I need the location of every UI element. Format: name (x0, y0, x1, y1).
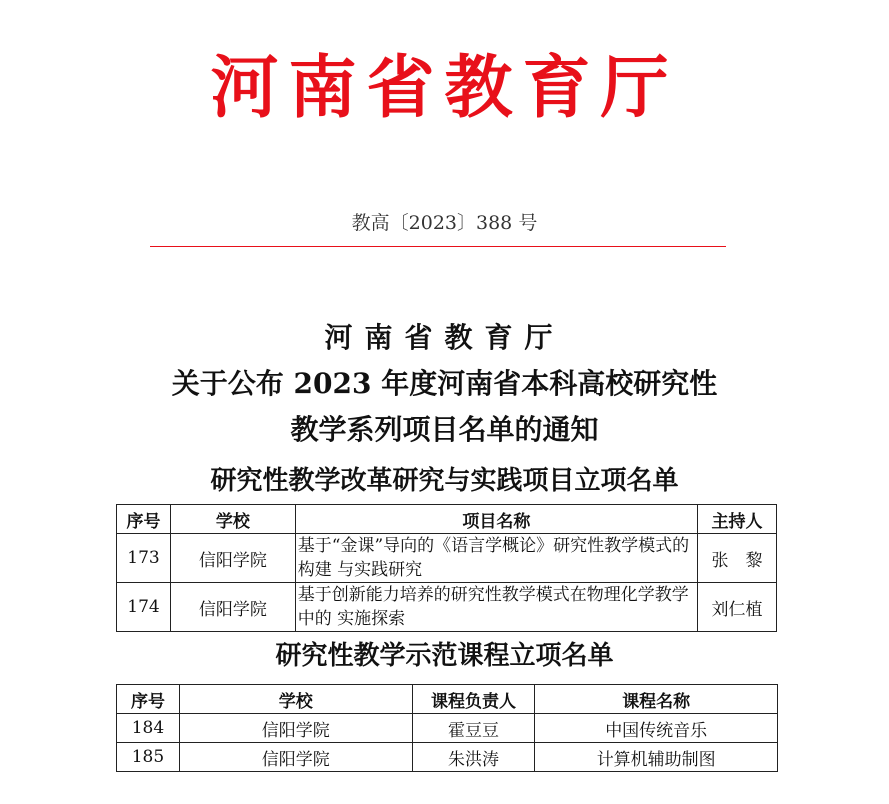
row-school: 信阳学院 (179, 714, 412, 743)
row-school: 信阳学院 (179, 743, 412, 772)
col-header-school: 学校 (170, 505, 295, 534)
table-header-row (117, 685, 778, 714)
research-project-table (116, 504, 777, 632)
col-header-project: 项目名称 (295, 505, 697, 534)
col-header-course: 课程名称 (535, 685, 778, 714)
col-header-no: 序号 (117, 505, 171, 534)
masthead-title: 河南省教育厅 (210, 48, 679, 128)
demo-course-table (116, 684, 778, 772)
row-project-name: 基于“金课”导向的《语言学概论》研究性教学模式的构建 与实践研究 (295, 534, 697, 583)
table-row (117, 714, 778, 743)
row-number: 184 (117, 714, 180, 743)
document-number: 教高〔2023〕388 号 (351, 212, 538, 234)
row-number: 174 (117, 583, 171, 632)
table-row (117, 583, 777, 632)
notice-issuer: 河南省教育厅 (324, 321, 565, 354)
col-header-school: 学校 (179, 685, 412, 714)
masthead-divider (150, 246, 726, 247)
row-number: 185 (117, 743, 180, 772)
notice-title-line1: 关于公布 2023 年度河南省本科高校研究性 (171, 367, 718, 400)
row-host: 刘仁植 (698, 583, 777, 632)
col-header-owner: 课程负责人 (412, 685, 535, 714)
row-course: 计算机辅助制图 (535, 743, 778, 772)
row-school: 信阳学院 (170, 583, 295, 632)
col-header-host: 主持人 (698, 505, 777, 534)
row-host: 张 黎 (698, 534, 777, 583)
row-owner: 霍豆豆 (412, 714, 535, 743)
col-header-no: 序号 (117, 685, 180, 714)
section1-title: 研究性教学改革研究与实践项目立项名单 (210, 466, 679, 496)
notice-title-line2: 教学系列项目名单的通知 (290, 413, 599, 446)
row-number: 173 (117, 534, 171, 583)
row-school: 信阳学院 (170, 534, 295, 583)
table-row (117, 534, 777, 583)
table-header-row (117, 505, 777, 534)
section2-title: 研究性教学示范课程立项名单 (275, 641, 614, 671)
table-row (117, 743, 778, 772)
row-owner: 朱洪涛 (412, 743, 535, 772)
row-course: 中国传统音乐 (535, 714, 778, 743)
row-project-name: 基于创新能力培养的研究性教学模式在物理化学教学中的 实施探索 (295, 583, 697, 632)
